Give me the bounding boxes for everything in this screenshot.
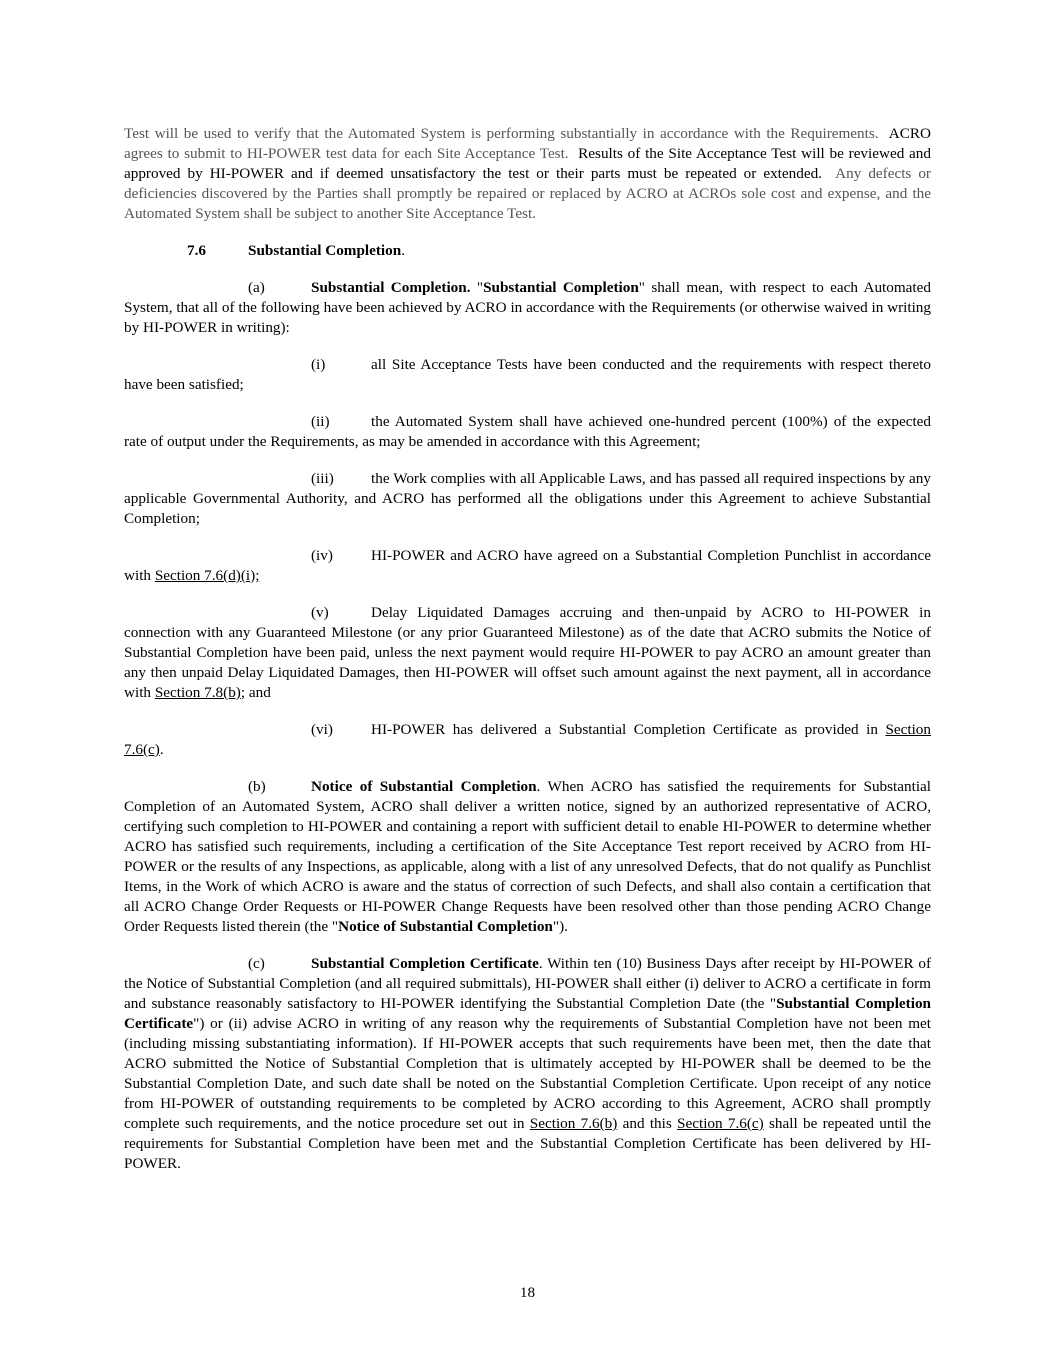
paragraph-b: (b) Notice of Substantial Completion. When ACRO has satisfied the requirements for Substantial Completion of an Automated System, ACRO shall deliver a written notice, signed by an authorized representative of ACRO, certifying such completion to HI-POWER and containing a report with sufficient detail to enable HI-POWER to determine whether ACRO has satisfied such requirements, including a certification of the Site Acceptance Test report received by ACRO from HI-POWER or the results of any Inspections, as applicable, along with a list of any unresolved Defects, that do not qualify as Punchlist Items, in the Work of which ACRO is aware and the status of correction of such Defects, and shall also contain a certification that all ACRO Change Order Requests or HI-POWER Change Requests have been resolved other than those pending ACRO Change Order Requests listed therein (the "Notice of Substantial Completion"). <box>124 778 931 935</box>
item-iv-label: (iv) <box>311 547 333 564</box>
paragraph-a-term: Substantial Completion <box>483 279 639 296</box>
item-v-label: (v) <box>311 604 329 621</box>
intro-sentence-5: Any defects or deficiencies discovered by the Parties shall promptly be repaired or replaced by ACRO at ACROs sole cost and expense, and the Automated System shall be subject to another Site Acceptance Test. <box>124 165 931 222</box>
paragraph-c-title: Substantial Completion Certificate <box>311 955 539 972</box>
item-iii-text: the Work complies with all Applicable Laws, and has passed all required inspections by any applicable Governmental Authority, and ACRO has performed all the obligations under this Agreement to achieve Substantial Completion; <box>124 470 931 527</box>
item-vi-label: (vi) <box>311 721 333 738</box>
intro-sentence-3: agrees to submit to HI-POWER test data for each Site Acceptance Test. <box>124 145 569 162</box>
paragraph-b-title: Notice of Substantial Completion <box>311 778 537 795</box>
paragraph-a-label: (a) <box>248 279 265 296</box>
paragraph-b-label: (b) <box>248 778 266 795</box>
item-ii-label: (ii) <box>311 413 330 430</box>
item-ii <box>124 412 931 452</box>
item-i <box>124 355 931 395</box>
item-vi: (vi) HI-POWER has delivered a Substantial Completion Certificate as provided in Section 7.6(c). <box>124 721 931 758</box>
section-title: Substantial Completion <box>248 242 402 259</box>
paragraph-b-text: . When ACRO has satisfied the requirements for Substantial Completion of an Automated System, ACRO shall deliver a written notice, signed by an authorized representative of ACRO, certifying such completion to HI-POWER and containing a report with sufficient detail to enable HI-POWER to determine whether ACRO has satisfied such requirements, including a certification of the Site Acceptance Test report received by ACRO from HI-POWER or the results of any Inspections, as applicable, along with a list of any unresolved Defects, that do not qualify as Punchlist Items, in the Work of which ACRO is aware and the status of correction of such Defects, and shall also contain a certification that all ACRO Change Order Requests or HI-POWER Change Requests have been resolved other than those pending ACRO Change Order Requests listed therein (the " <box>124 778 931 935</box>
item-vi-text: HI-POWER has delivered a Substantial Completion Certificate as provided in <box>371 721 886 738</box>
section-7-8-b-link[interactable]: Section 7.8(b) <box>154 684 241 701</box>
intro-sentence-4: Results of the Site Acceptance Test will be reviewed and approved by HI-POWER and if deemed unsatisfactory the test or their parts must be repeated or extended. <box>124 145 931 182</box>
section-7-6-c-ref-link[interactable]: Section 7.6(c) <box>677 1115 764 1132</box>
paragraph-b-term: Notice of Substantial Completion <box>338 918 553 935</box>
item-iii <box>124 469 931 529</box>
paragraph-a-title: Substantial Completion. <box>311 279 471 296</box>
item-v-text: Delay Liquidated Damages accruing and then-unpaid by ACRO to HI-POWER in connection with any Guaranteed Milestone (or any prior Guaranteed Milestone) as of the date that ACRO submits the Notice of Substantial Completion have been paid, unless the next payment would require HI-POWER to pay ACRO an amount greater than any then unpaid Delay Liquidated Damages, then HI-POWER will offset such amount against the next payment, all in accordance with <box>124 604 931 701</box>
paragraph-a: (a) Substantial Completion. "Substantial Completion" shall mean, with respect to each Automated System, that all of the following have been achieved by ACRO in accordance with the Requirements (or otherwise waived in writing by HI-POWER in writing): <box>124 279 931 336</box>
paragraph-c-text-1: . Within ten (10) Business Days after receipt by HI-POWER of the Notice of Substantial Completion (and all required submittals), HI-POWER shall either (i) deliver to ACRO a certificate in form and substance reasonably satisfactory to HI-POWER identifying the Substantial Completion Date (the " <box>124 955 932 1012</box>
intro-acro: ACRO <box>888 125 931 142</box>
document-page <box>124 124 931 1174</box>
section-7-6-b-link[interactable]: Section 7.6(b) <box>529 1115 618 1132</box>
page-number: 18 <box>519 1284 536 1301</box>
section-number: 7.6 <box>187 242 206 259</box>
paragraph-c: (c) Substantial Completion Certificate. Within ten (10) Business Days after receipt by HI-POWER of the Notice of Substantial Completion (and all required submittals), HI-POWER shall either (i) deliver to ACRO a certificate in form and substance reasonably satisfactory to HI-POWER identifying the Substantial Completion Date (the "Substantial Completion Certificate") or (ii) advise ACRO in writing of any reason why the requirements of Substantial Completion have not been met (including missing substantiating information). If HI-POWER accepts that such requirements have been met, then the date that ACRO submitted the Notice of Substantial Completion that is ultimately accepted by HI-POWER shall be deemed to be the Substantial Completion Date, and such date shall be noted on the Substantial Completion Certificate. Upon receipt of any notice from HI-POWER of outstanding requirements to be completed by ACRO according to this Agreement, ACRO shall promptly complete such requirements, and the notice procedure set out in Section 7.6(b) and this Section 7.6(c) shall be repeated until the requirements for Substantial Completion have been met and the Substantial Completion Certificate has been delivered by HI-POWER. <box>124 955 932 1172</box>
item-ii-text: the Automated System shall have achieved one-hundred percent (100%) of the expected rate of output under the Requirements, as may be amended in accordance with this Agreement; <box>124 413 931 450</box>
section-7-6-d-i-link[interactable]: Section 7.6(d)(i); <box>154 567 260 584</box>
item-i-text: all Site Acceptance Tests have been conducted and the requirements with respect thereto have been satisfied; <box>124 356 931 393</box>
paragraph-c-label: (c) <box>248 955 265 972</box>
section-heading: 7.6 Substantial Completion. <box>187 242 405 259</box>
item-iv-text: HI-POWER and ACRO have agreed on a Substantial Completion Punchlist in accordance with <box>124 547 931 584</box>
item-i-label: (i) <box>311 356 326 373</box>
item-v: (v) Delay Liquidated Damages accruing and then-unpaid by ACRO to HI-POWER in connection with any Guaranteed Milestone (or any prior Guaranteed Milestone) as of the date that ACRO submits the Notice of Substantial Completion have been paid, unless the next payment would require HI-POWER to pay ACRO an amount greater than any then unpaid Delay Liquidated Damages, then HI-POWER will offset such amount against the next payment, all in accordance with Section 7.8(b); and <box>124 604 931 701</box>
intro-paragraph <box>124 124 931 224</box>
intro-sentence-1: Test will be used to verify that the Automated System is performing substantially in accordance with the Requirements. <box>124 125 879 142</box>
paragraph-c-text-3: shall be repeated until the requirements for Substantial Completion have been met and the Substantial Completion Certificate has been delivered by HI-POWER. <box>124 1115 931 1172</box>
section-7-6-c-link[interactable]: Section 7.6(c) <box>124 721 931 758</box>
paragraph-c-term: Substantial Completion Certificate <box>124 995 931 1032</box>
item-iii-label: (iii) <box>311 470 334 487</box>
item-iv <box>124 546 931 586</box>
paragraph-a-text: " shall mean, with respect to each Automated System, that all of the following have been achieved by ACRO in accordance with the Requirements (or otherwise waived in writing by HI-POWER in writing): <box>124 279 931 336</box>
paragraph-c-text-2: ") or (ii) advise ACRO in writing of any reason why the requirements of Substantial Completion have not been met (including missing substantiating information). If HI-POWER accepts that such requirements have been met, then the date that ACRO submitted the Notice of Substantial Completion that is ultimately accepted by HI-POWER shall be deemed to be the Substantial Completion Date, and such date shall be noted on the Substantial Completion Certificate. Upon receipt of any notice from HI-POWER of outstanding requirements to be completed by ACRO according to this Agreement, ACRO shall promptly complete such requirements, and the notice procedure set out in <box>124 1015 931 1132</box>
